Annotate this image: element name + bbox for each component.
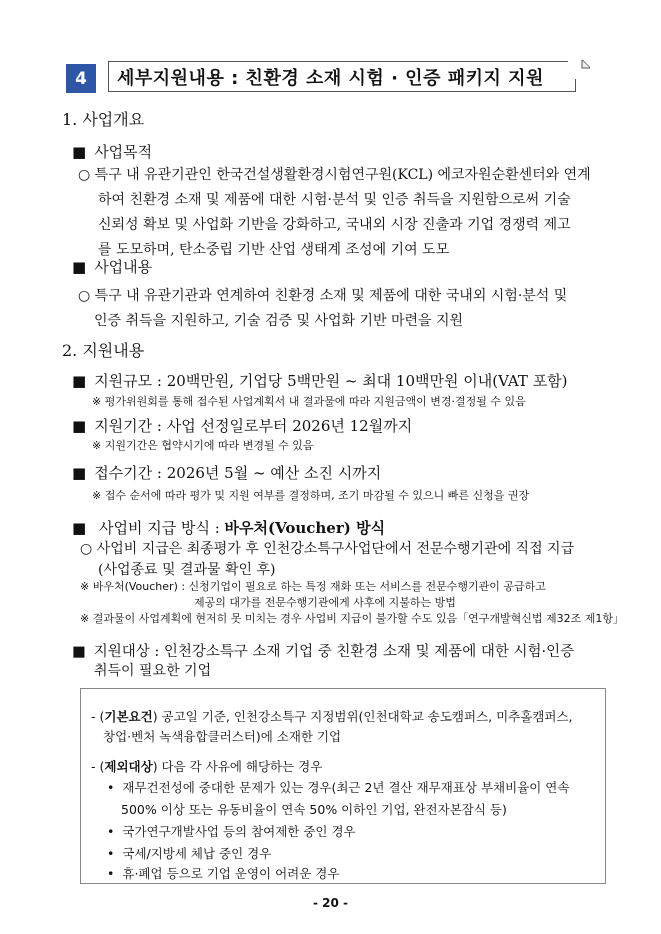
page-number: - 20 - <box>312 896 348 910</box>
basic-req-prefix: - ( <box>91 709 105 724</box>
payment-line-2: (사업종료 및 결과물 확인 후) <box>98 562 276 578</box>
scale-note: ※ 평가위원회를 통해 접수된 사업계획서 내 결과물에 따라 지원금액이 변경·결정될 수 있음 <box>92 395 526 408</box>
target-line-1: ■ 지원대상 : 인천강소특구 소재 기업 중 친환경 소재 및 제품에 대한 시험·인증 <box>72 640 574 661</box>
exclusion-prefix: - ( <box>91 759 105 774</box>
exclusion-item-3 <box>107 844 271 862</box>
exclusion-item-3-text: 국세/지방세 체납 중인 경우 <box>122 846 272 861</box>
purpose-line-3: 신뢰성 확보 및 사업화 기반을 강화하고, 국내외 시장 진출과 기업 경쟁력 제고 <box>98 217 571 233</box>
exclusion-item-2-text: 국가연구개발사업 등의 참여제한 중인 경우 <box>122 824 356 839</box>
exclusion-item-2 <box>107 822 356 840</box>
basic-req-text: ) 공고일 기준, 인천강소특구 지정범위(인천대학교 송도캠퍼스, 미추홀캠퍼스, <box>152 709 573 724</box>
voucher-note-2: 제공의 대가를 전문수행기관에게 사후에 지불하는 방법 <box>194 596 456 609</box>
purpose-line-2: 하여 친환경 소재 및 제품에 대한 시험·분석 및 인증 취득을 지원함으로써 기술 <box>98 192 571 208</box>
section-number: 4 <box>66 64 96 93</box>
section-banner <box>62 60 582 96</box>
target-line-2: 취득이 필요한 기업 <box>94 663 212 679</box>
bullet-dot-icon: • <box>107 846 115 861</box>
basic-req-label: 기본요건 <box>104 709 153 724</box>
period-note: ※ 지원기간은 협약시기에 따라 변경될 수 있음 <box>92 439 314 452</box>
purpose-line-4: 를 도모하며, 탄소중립 기반 산업 생태계 조성에 기여 도모 <box>98 242 450 258</box>
exclusion-text: ) 다음 각 사유에 해당하는 경우 <box>152 759 323 774</box>
basic-req-line-1 <box>91 707 573 725</box>
requirements-box <box>80 688 606 884</box>
content-heading: ■ 사업내용 <box>72 256 152 277</box>
bullet-dot-icon: • <box>107 824 115 839</box>
page-fold-icon <box>568 57 590 79</box>
basic-req-line-2: 창업·벤처 녹색융합클러스터)에 소재한 기업 <box>103 729 342 744</box>
exclusion-item-1 <box>107 778 569 796</box>
payment-label: 사업비 지급 방식 : <box>98 519 225 537</box>
payment-text <box>72 517 385 538</box>
exclusion-item-4 <box>107 864 339 882</box>
reception-text: ■ 접수기간 : 2026년 5월 ~ 예산 소진 시까지 <box>72 462 381 483</box>
reception-note: ※ 접수 순서에 따라 평가 및 지원 여부를 결정하며, 조기 마감될 수 있으니 빠른 신청을 권장 <box>92 489 530 502</box>
result-note: ※ 결과물이 사업계획에 현저히 못 미치는 경우 사업비 지급이 불가할 수도 있음「연구개발혁신법 제32조 제1항」 <box>80 612 624 625</box>
period-text: ■ 지원기간 : 사업 선정일로부터 2026년 12월까지 <box>72 415 412 436</box>
scale-text: ■ 지원규모 : 20백만원, 기업당 5백만원 ~ 최대 10백만원 이내(VAT 포함) <box>72 370 568 391</box>
voucher-note-1: ※ 바우처(Voucher) : 신청기업이 필요로 하는 특정 재화 또는 서비스를 전문수행기관이 공급하고 <box>80 580 546 593</box>
section1-title: 1. 사업개요 <box>62 110 145 129</box>
purpose-heading: ■ 사업목적 <box>72 141 152 162</box>
content-line-2: 인증 취득을 지원하고, 기술 검증 및 사업화 기반 마련을 지원 <box>94 313 464 329</box>
section2-title: 2. 지원내용 <box>62 341 145 360</box>
purpose-line-1: ○ 특구 내 유관기관인 한국건설생활환경시험연구원(KCL) 에코자원순환센터와 연계 <box>78 167 591 183</box>
exclusion-item-1-cont: 500% 이상 또는 유동비율이 연속 50% 이하인 기업, 완전자본잠식 등) <box>121 802 507 817</box>
bullet-dot-icon: • <box>107 866 115 881</box>
exclusion-item-1-text: 재무건전성에 중대한 문제가 있는 경우(최근 2년 결산 재무재표상 부채비율이 연속 <box>122 780 570 795</box>
payment-line-1: ○ 사업비 지급은 최종평가 후 인천강소특구사업단에서 전문수행기관에 직접 지급 <box>80 541 575 557</box>
exclusion-label: 제외대상 <box>104 759 153 774</box>
section-title: 세부지원내용 : 친환경 소재 시험 · 인증 패키지 지원 <box>108 61 576 92</box>
exclusion-heading <box>91 757 322 775</box>
exclusion-item-4-text: 휴·폐업 등으로 기업 운영이 어려운 경우 <box>122 866 340 881</box>
content-line-1: ○ 특구 내 유관기관과 연계하여 친환경 소재 및 제품에 대한 국내외 시험·분석 및 <box>78 288 568 304</box>
bullet-dot-icon: • <box>107 780 115 795</box>
payment-method: 바우처(Voucher) 방식 <box>224 519 386 537</box>
